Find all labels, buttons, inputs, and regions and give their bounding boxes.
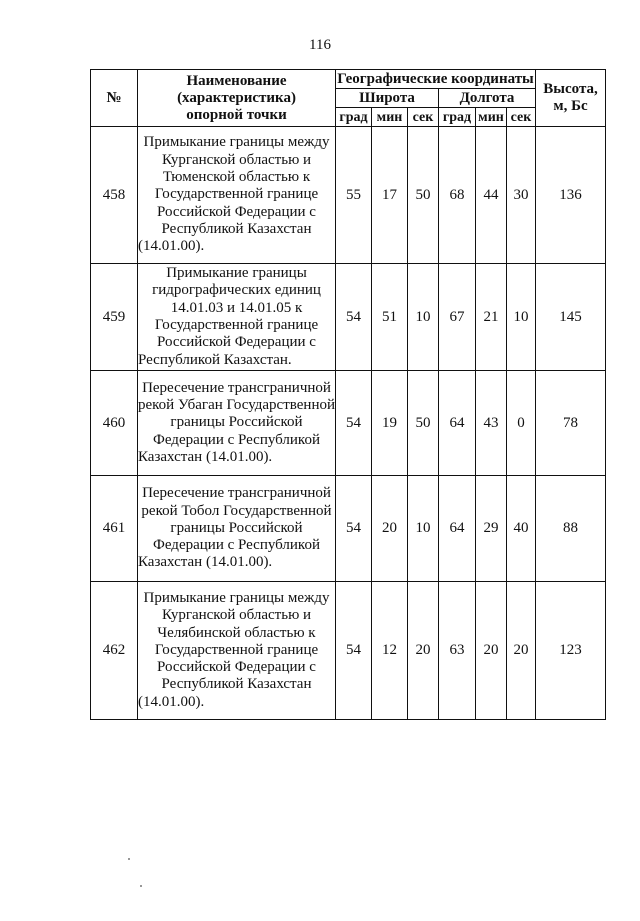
lat-sec: 10: [408, 264, 439, 371]
row-number: 460: [91, 371, 138, 476]
row-name: Пересечение трансграничной рекой Убаган Государственной границы Российской Федерации с Республикой Казахстан (14.01.00).: [138, 371, 336, 476]
height-value: 78: [536, 371, 606, 476]
header-name-line3: опорной точки: [186, 106, 287, 123]
table-body: [91, 127, 606, 720]
page-number: 116: [309, 37, 331, 53]
header-name: [138, 70, 336, 127]
header-lon-min: мин: [476, 108, 507, 127]
lat-deg: 54: [336, 582, 372, 720]
lat-min: 12: [372, 582, 408, 720]
table-row: [91, 476, 606, 582]
header-lat-sec: сек: [408, 108, 439, 127]
lat-sec: 50: [408, 127, 439, 264]
lat-sec: 50: [408, 371, 439, 476]
header-number: №: [91, 70, 138, 127]
lon-deg: 64: [439, 476, 476, 582]
lon-min: 29: [476, 476, 507, 582]
lon-sec: 30: [507, 127, 536, 264]
lat-deg: 54: [336, 264, 372, 371]
header-geo-coordinates: Географические координаты: [337, 70, 534, 87]
lon-sec: 10: [507, 264, 536, 371]
header-longitude: Долгота: [439, 89, 536, 108]
lon-deg: 67: [439, 264, 476, 371]
lat-min: 19: [372, 371, 408, 476]
height-value: 145: [536, 264, 606, 371]
row-name: Примыкание границы между Курганской областью и Челябинской областью к Государственной границе Российской Федерации с Республикой Казахстан (14.01.00).: [138, 582, 336, 720]
lon-min: 21: [476, 264, 507, 371]
header-lat-min: мин: [372, 108, 408, 127]
header-lon-deg: град: [439, 108, 476, 127]
row-name: Примыкание границы между Курганской областью и Тюменской областью к Государственной границе Российской Федерации с Республикой Казахстан (14.01.00).: [138, 127, 336, 264]
row-number: 459: [91, 264, 138, 371]
lat-min: 20: [372, 476, 408, 582]
header-height: [536, 70, 606, 127]
lon-min: 20: [476, 582, 507, 720]
coordinates-table: [90, 69, 606, 720]
row-name: Пересечение трансграничной рекой Тобол Государственной границы Российской Федерации с Республикой Казахстан (14.01.00).: [138, 476, 336, 582]
header-latitude: Широта: [336, 89, 439, 108]
table-header: [91, 70, 606, 127]
lat-deg: 55: [336, 127, 372, 264]
header-name-line2: (характеристика): [177, 89, 296, 106]
row-number: 458: [91, 127, 138, 264]
table-row: [91, 371, 606, 476]
lat-deg: 54: [336, 371, 372, 476]
row-number: 462: [91, 582, 138, 720]
lon-min: 44: [476, 127, 507, 264]
height-value: 123: [536, 582, 606, 720]
header-height-line2: м, Бс: [553, 98, 588, 114]
lat-sec: 20: [408, 582, 439, 720]
table-row: [91, 264, 606, 371]
height-value: 136: [536, 127, 606, 264]
lon-min: 43: [476, 371, 507, 476]
lat-min: 17: [372, 127, 408, 264]
lon-sec: 40: [507, 476, 536, 582]
lon-deg: 63: [439, 582, 476, 720]
row-number: 461: [91, 476, 138, 582]
lat-sec: 10: [408, 476, 439, 582]
lon-deg: 68: [439, 127, 476, 264]
scan-speck: [140, 885, 142, 887]
lon-deg: 64: [439, 371, 476, 476]
scan-speck: [128, 858, 130, 860]
header-name-line1: Наименование: [186, 72, 287, 89]
height-value: 88: [536, 476, 606, 582]
row-name: Примыкание границы гидрографических единиц 14.01.03 и 14.01.05 к Государственной границе Российской Федерации с Республикой Казахстан.: [138, 264, 336, 371]
header-lon-sec: сек: [507, 108, 536, 127]
header-height-line1: Высота,: [543, 81, 598, 97]
lat-deg: 54: [336, 476, 372, 582]
lon-sec: 20: [507, 582, 536, 720]
header-lat-deg: град: [336, 108, 372, 127]
table-row: [91, 582, 606, 720]
table-row: [91, 127, 606, 264]
lon-sec: 0: [507, 371, 536, 476]
lat-min: 51: [372, 264, 408, 371]
